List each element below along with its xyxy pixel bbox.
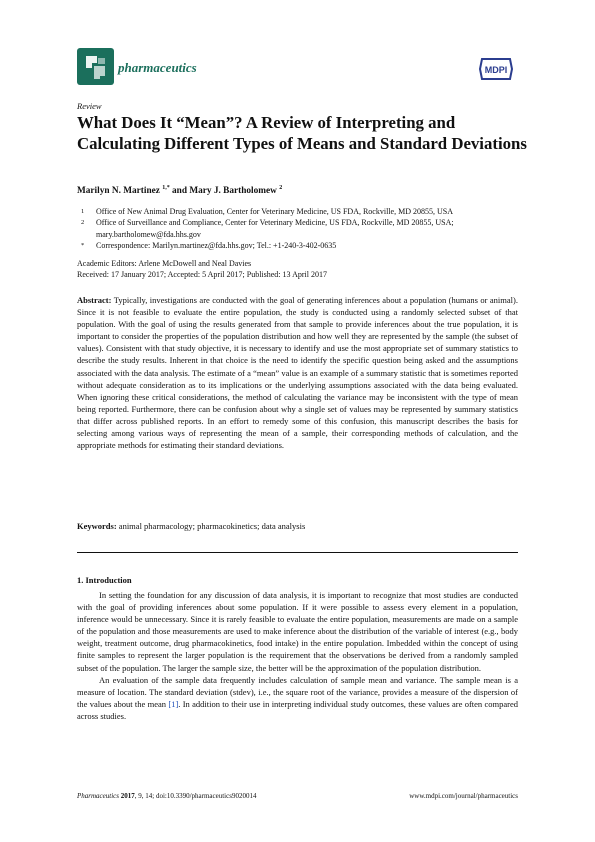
abstract-label: Abstract:	[77, 295, 112, 305]
affiliations	[77, 206, 527, 251]
author-list	[77, 185, 282, 196]
academic-editors: Academic Editors: Arlene McDowell and Neal Davies	[77, 259, 252, 268]
footer-journal: Pharmaceutics	[77, 792, 119, 800]
mdpi-logo[interactable]	[478, 57, 514, 81]
citation-info: Pharmaceutics 2017, 9, 14; doi:10.3390/pharmaceutics9020014	[77, 792, 257, 800]
affiliation-item	[77, 217, 527, 240]
affiliation-item	[77, 240, 527, 251]
affiliation-marker: 2	[81, 219, 85, 227]
paragraph	[77, 674, 518, 722]
affiliation-marker: 1	[81, 208, 85, 215]
affiliation-item	[77, 206, 527, 217]
article-meta	[77, 258, 327, 281]
author-name[interactable]: Marilyn N. Martinez	[77, 186, 160, 197]
footer-volume-doi[interactable]: 9, 14; doi:10.3390/pharmaceutics9020014	[138, 792, 257, 800]
abstract-text: Typically, investigations are conducted with the goal of generating inferences about a population (humans or animal). Since it is not feasible to evaluate the entire population, the study is conducted using a randomly selected subset of that population. With the goal of using the results generated from that sample to provide inferences about the true population, it is important to consider the properties of the population distribution and how well they are represented by the sample (the subset of values). Consistent with that study objective, it is necessary to identify and use the most appropriate set of summary statistics to describe the study results. Inherent in that choice is the need to identify the specific question being asked and the assumptions associated with the data analysis. The estimate of a “mean” value is an example of a summary statistic that is sometimes reported without adequate consideration as to its implications or the underlying assumptions associated with the data being evaluated. When ignoring these critical considerations, the method of calculating the variance may be inconsistent with the type of mean being reported. Furthermore, there can be confusion about why a single set of values may be represented by summary statistics that differ across published reports. In an effort to remedy some of this confusion, this manuscript describes the basis for selecting among various ways of representing the mean of a sample, their corresponding methods of calculation, and the appropriate methods for estimating their standard deviations.	[77, 295, 518, 451]
keywords-text: animal pharmacology; pharmacokinetics; data analysis	[118, 521, 306, 531]
article-title: What Does It “Mean”? A Review of Interpreting and Calculating Different Types of Means and Standard Deviations	[77, 113, 527, 153]
paragraph-text: . In addition to their use in interpreting individual study outcomes, these values are often compared across studies.	[77, 698, 518, 721]
journal-name[interactable]: pharmaceutics	[118, 60, 197, 75]
affiliation-marker: *	[81, 241, 85, 249]
article-dates: Received: 17 January 2017; Accepted: 5 April 2017; Published: 13 April 2017	[77, 270, 327, 280]
keywords	[77, 521, 305, 531]
svg-text:MDPI: MDPI	[484, 65, 508, 75]
journal-url[interactable]: www.mdpi.com/journal/pharmaceutics	[409, 792, 518, 800]
article-type: Review	[77, 101, 102, 111]
author-conjunction: and	[169, 186, 190, 197]
correspondence-text: Correspondence: Marilyn.martinez@fda.hhs.gov; Tel.: +1-240-3-402-0635	[96, 240, 337, 250]
section-heading: 1. Introduction	[77, 575, 132, 585]
journal-header	[77, 45, 520, 89]
keywords-label: Keywords:	[77, 521, 117, 531]
affiliation-text: Office of New Animal Drug Evaluation, Center for Veterinary Medicine, US FDA, Rockville, MD 20855, USA	[96, 207, 453, 216]
paragraph-text: An evaluation of the sample data frequently includes calculation of sample mean and variance. The sample mean is a measure of location. The standard deviation (stdev), i.e., the square root of the variance, provides a measure of the dispersion of the values about the mean	[77, 674, 518, 709]
citation-link[interactable]: [1]	[168, 698, 179, 709]
abstract	[77, 294, 518, 451]
author-affiliation-marker: 1,*	[162, 185, 170, 191]
divider	[77, 552, 518, 553]
section-body	[77, 589, 518, 722]
affiliation-text: Office of Surveillance and Compliance, Center for Veterinary Medicine, US FDA, Rockville, MD 20855, USA; mary.bartholomew@fda.hhs.gov	[96, 218, 454, 239]
footer-year: 2017	[120, 792, 135, 800]
pharmaceutics-logo-icon	[77, 48, 114, 85]
author-name[interactable]: Mary J. Bartholomew	[189, 186, 277, 197]
author-affiliation-marker: 2	[279, 185, 283, 191]
paragraph: In setting the foundation for any discussion of data analysis, it is important to recognize that most studies are conducted with the goal of providing inferences about some population. If it were possible to assess every element in a population, inference would be unnecessary. Since it is rarely feasible to evaluate the entire population, measurements are made on a sample of the population and those measurements are used to make inference about the distribution of the variable of interest (e.g., body weight, treatment outcome, drug pharmacokinetics, food intake) in the entire population. Imbedded within the concept of using finite samples to represent the larger population is the requirement that the observations be derived from a randomly sampled subset of the population. The larger the sample size, the better will be the approximation of the population distribution.	[77, 590, 518, 673]
